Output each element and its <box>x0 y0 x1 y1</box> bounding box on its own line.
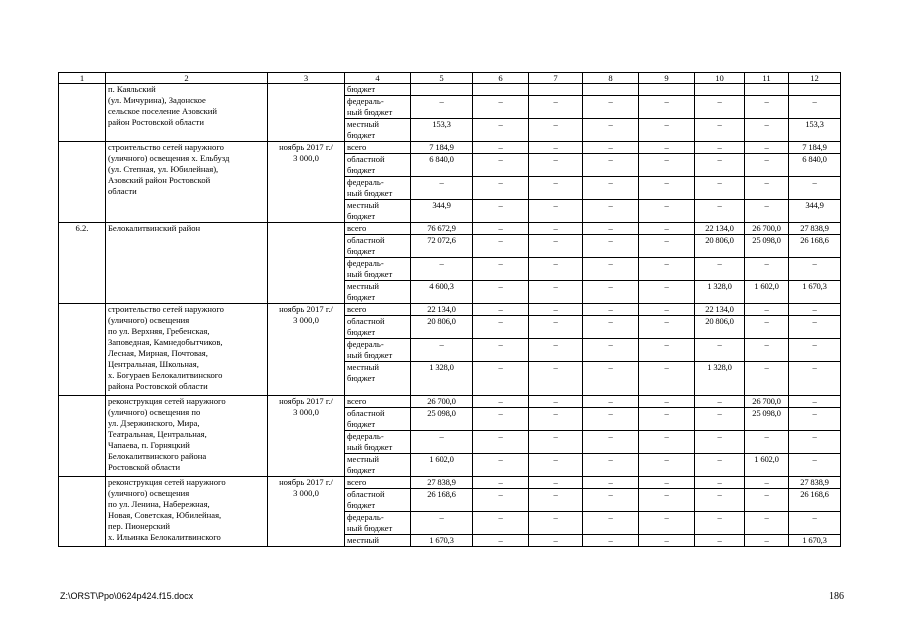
document-page <box>58 72 841 547</box>
amount-cell: – <box>639 96 695 119</box>
amount-cell: – <box>529 258 583 281</box>
amount-cell: 153,3 <box>411 119 473 142</box>
amount-cell: – <box>473 454 529 477</box>
amount-cell: – <box>583 142 639 154</box>
amount-cell: – <box>789 362 841 396</box>
amount-cell: – <box>529 396 583 408</box>
table-row <box>59 304 841 316</box>
header-row <box>59 73 841 84</box>
amount-cell: – <box>473 339 529 362</box>
amount-cell: – <box>789 339 841 362</box>
completion-term <box>268 223 345 304</box>
funding-source: областной бюджет <box>345 154 411 177</box>
completion-term <box>268 84 345 142</box>
amount-cell: 7 184,9 <box>789 142 841 154</box>
amount-cell: – <box>745 362 789 396</box>
funding-source: федераль- ный бюджет <box>345 339 411 362</box>
amount-cell: – <box>789 316 841 339</box>
amount-cell: – <box>529 408 583 431</box>
amount-cell: – <box>583 489 639 512</box>
amount-cell: – <box>745 96 789 119</box>
amount-cell: – <box>745 477 789 489</box>
amount-cell: – <box>789 454 841 477</box>
amount-cell: – <box>639 177 695 200</box>
amount-cell: – <box>473 258 529 281</box>
amount-cell: – <box>639 431 695 454</box>
amount-cell: – <box>695 535 745 547</box>
funding-source: местный бюджет <box>345 454 411 477</box>
amount-cell: – <box>695 96 745 119</box>
amount-cell: – <box>473 512 529 535</box>
amount-cell: – <box>529 454 583 477</box>
amount-cell: – <box>583 119 639 142</box>
column-header: 1 <box>59 73 106 84</box>
amount-cell: – <box>639 119 695 142</box>
amount-cell: 153,3 <box>789 119 841 142</box>
amount-cell: – <box>529 142 583 154</box>
amount-cell: – <box>583 235 639 258</box>
funding-source: бюджет <box>345 84 411 96</box>
amount-cell: – <box>745 535 789 547</box>
completion-term: ноябрь 2017 г./ 3 000,0 <box>268 396 345 477</box>
completion-term: ноябрь 2017 г./ 3 000,0 <box>268 142 345 223</box>
amount-cell: – <box>473 431 529 454</box>
amount-cell <box>583 84 639 96</box>
amount-cell: – <box>473 177 529 200</box>
amount-cell: – <box>529 362 583 396</box>
amount-cell: 76 672,9 <box>411 223 473 235</box>
amount-cell: 22 134,0 <box>695 304 745 316</box>
amount-cell: – <box>639 200 695 223</box>
object-description: п. Каяльский (ул. Мичурина), Задонское сельское поселение Азовский район Ростовской области <box>106 84 268 142</box>
amount-cell: 22 134,0 <box>695 223 745 235</box>
amount-cell: – <box>529 223 583 235</box>
funding-source: всего <box>345 477 411 489</box>
amount-cell: – <box>695 489 745 512</box>
amount-cell: – <box>639 408 695 431</box>
amount-cell: 27 838,9 <box>411 477 473 489</box>
amount-cell: – <box>529 477 583 489</box>
amount-cell: – <box>583 396 639 408</box>
completion-term: ноябрь 2017 г./ 3 000,0 <box>268 477 345 547</box>
column-header: 8 <box>583 73 639 84</box>
amount-cell: 1 328,0 <box>411 362 473 396</box>
amount-cell: – <box>639 235 695 258</box>
funding-source: всего <box>345 142 411 154</box>
amount-cell: – <box>745 316 789 339</box>
amount-cell: – <box>473 408 529 431</box>
object-description: строительство сетей наружного (уличного) освещения х. Ельбузд (ул. Степная, ул. Юбилейная), Азовский район Ростовской области <box>106 142 268 223</box>
amount-cell: – <box>745 200 789 223</box>
funding-source: федераль- ный бюджет <box>345 177 411 200</box>
amount-cell: – <box>789 408 841 431</box>
amount-cell: – <box>639 304 695 316</box>
amount-cell: – <box>473 119 529 142</box>
row-index <box>59 142 106 223</box>
amount-cell: – <box>789 258 841 281</box>
amount-cell: – <box>789 431 841 454</box>
funding-source: областной бюджет <box>345 235 411 258</box>
amount-cell <box>639 84 695 96</box>
amount-cell: 1 602,0 <box>745 454 789 477</box>
amount-cell: – <box>583 258 639 281</box>
row-index <box>59 84 106 142</box>
amount-cell <box>473 84 529 96</box>
amount-cell: – <box>695 512 745 535</box>
amount-cell: – <box>473 223 529 235</box>
amount-cell: – <box>529 119 583 142</box>
amount-cell: – <box>583 304 639 316</box>
object-description: Белокалитвинский район <box>106 223 268 304</box>
amount-cell: 344,9 <box>789 200 841 223</box>
amount-cell: 26 700,0 <box>745 223 789 235</box>
amount-cell: – <box>411 258 473 281</box>
funding-source: всего <box>345 396 411 408</box>
funding-source: местный бюджет <box>345 362 411 396</box>
funding-source: федераль- ный бюджет <box>345 258 411 281</box>
amount-cell: – <box>473 142 529 154</box>
amount-cell: – <box>639 339 695 362</box>
amount-cell: – <box>473 477 529 489</box>
table-row <box>59 477 841 489</box>
amount-cell: – <box>473 535 529 547</box>
funding-source: всего <box>345 304 411 316</box>
amount-cell: – <box>529 489 583 512</box>
amount-cell: – <box>639 316 695 339</box>
amount-cell: – <box>695 408 745 431</box>
column-header: 6 <box>473 73 529 84</box>
amount-cell: – <box>639 142 695 154</box>
amount-cell: – <box>695 396 745 408</box>
amount-cell: – <box>639 223 695 235</box>
column-header: 12 <box>789 73 841 84</box>
amount-cell: 1 328,0 <box>695 362 745 396</box>
funding-source: всего <box>345 223 411 235</box>
amount-cell: – <box>745 512 789 535</box>
amount-cell: – <box>639 154 695 177</box>
amount-cell: 1 670,3 <box>789 535 841 547</box>
amount-cell <box>411 84 473 96</box>
row-index <box>59 396 106 477</box>
funding-source: федераль- ный бюджет <box>345 96 411 119</box>
amount-cell: – <box>473 316 529 339</box>
amount-cell: – <box>695 154 745 177</box>
amount-cell: 25 098,0 <box>745 408 789 431</box>
amount-cell: – <box>529 431 583 454</box>
amount-cell: – <box>529 304 583 316</box>
amount-cell: – <box>529 512 583 535</box>
amount-cell: 1 328,0 <box>695 281 745 304</box>
amount-cell: – <box>745 431 789 454</box>
amount-cell: – <box>745 119 789 142</box>
funding-source: местный бюджет <box>345 200 411 223</box>
amount-cell: – <box>583 512 639 535</box>
amount-cell: – <box>583 200 639 223</box>
amount-cell: – <box>695 142 745 154</box>
amount-cell: – <box>411 431 473 454</box>
amount-cell: – <box>789 177 841 200</box>
column-header: 9 <box>639 73 695 84</box>
amount-cell: – <box>529 154 583 177</box>
amount-cell: 1 670,3 <box>411 535 473 547</box>
amount-cell: 72 072,6 <box>411 235 473 258</box>
amount-cell <box>745 84 789 96</box>
table-row <box>59 223 841 235</box>
amount-cell: – <box>473 281 529 304</box>
amount-cell: – <box>789 396 841 408</box>
amount-cell: – <box>639 396 695 408</box>
amount-cell: 6 840,0 <box>411 154 473 177</box>
amount-cell: – <box>695 177 745 200</box>
amount-cell: – <box>529 96 583 119</box>
column-header: 4 <box>345 73 411 84</box>
column-header: 7 <box>529 73 583 84</box>
amount-cell: – <box>529 281 583 304</box>
amount-cell: – <box>695 431 745 454</box>
amount-cell: – <box>473 235 529 258</box>
amount-cell: – <box>639 362 695 396</box>
table-row <box>59 142 841 154</box>
amount-cell: – <box>639 258 695 281</box>
budget-table <box>58 72 841 547</box>
amount-cell: – <box>411 512 473 535</box>
table-row <box>59 84 841 96</box>
amount-cell: – <box>583 223 639 235</box>
row-index: 6.2. <box>59 223 106 304</box>
amount-cell: 1 602,0 <box>411 454 473 477</box>
amount-cell: – <box>473 304 529 316</box>
amount-cell: 1 670,3 <box>789 281 841 304</box>
amount-cell: – <box>473 396 529 408</box>
amount-cell: – <box>411 96 473 119</box>
amount-cell: – <box>583 339 639 362</box>
amount-cell: – <box>529 339 583 362</box>
amount-cell: 25 098,0 <box>745 235 789 258</box>
amount-cell: – <box>583 362 639 396</box>
amount-cell: – <box>789 304 841 316</box>
amount-cell: – <box>745 258 789 281</box>
amount-cell: – <box>473 96 529 119</box>
amount-cell: 26 168,6 <box>789 235 841 258</box>
amount-cell: 6 840,0 <box>789 154 841 177</box>
amount-cell: 26 700,0 <box>745 396 789 408</box>
funding-source: федераль- ный бюджет <box>345 431 411 454</box>
amount-cell: – <box>789 96 841 119</box>
amount-cell <box>789 84 841 96</box>
funding-source: областной бюджет <box>345 489 411 512</box>
amount-cell: 4 600,3 <box>411 281 473 304</box>
amount-cell: – <box>529 200 583 223</box>
amount-cell: 20 806,0 <box>411 316 473 339</box>
object-description: строительство сетей наружного (уличного) освещения по ул. Верхняя, Гребенская, Заповедная, Камнедобытчиков, Лесная, Мирная, Почтовая, Центральная, Школьная, х. Богураев Белокалитвинского района Ростовской области <box>106 304 268 396</box>
amount-cell: – <box>583 477 639 489</box>
funding-source: областной бюджет <box>345 316 411 339</box>
amount-cell: – <box>639 281 695 304</box>
amount-cell: 22 134,0 <box>411 304 473 316</box>
amount-cell: – <box>789 512 841 535</box>
amount-cell: – <box>583 96 639 119</box>
amount-cell: – <box>745 154 789 177</box>
row-index <box>59 477 106 547</box>
amount-cell: – <box>745 177 789 200</box>
amount-cell: – <box>695 454 745 477</box>
amount-cell <box>529 84 583 96</box>
amount-cell: 27 838,9 <box>789 223 841 235</box>
amount-cell: 25 098,0 <box>411 408 473 431</box>
column-header: 3 <box>268 73 345 84</box>
amount-cell: 344,9 <box>411 200 473 223</box>
funding-source: областной бюджет <box>345 408 411 431</box>
column-header: 11 <box>745 73 789 84</box>
amount-cell: – <box>745 339 789 362</box>
amount-cell: – <box>583 316 639 339</box>
amount-cell: – <box>695 258 745 281</box>
funding-source: местный бюджет <box>345 119 411 142</box>
funding-source: местный <box>345 535 411 547</box>
amount-cell: 26 168,6 <box>411 489 473 512</box>
row-index <box>59 304 106 396</box>
amount-cell: – <box>639 454 695 477</box>
amount-cell: 26 168,6 <box>789 489 841 512</box>
amount-cell: – <box>473 154 529 177</box>
amount-cell: – <box>639 477 695 489</box>
amount-cell: – <box>583 281 639 304</box>
table-row <box>59 396 841 408</box>
amount-cell: – <box>639 535 695 547</box>
amount-cell: – <box>639 512 695 535</box>
amount-cell <box>695 84 745 96</box>
amount-cell: – <box>529 235 583 258</box>
amount-cell: – <box>473 489 529 512</box>
amount-cell: – <box>583 408 639 431</box>
amount-cell: – <box>695 339 745 362</box>
amount-cell: – <box>411 339 473 362</box>
amount-cell: 27 838,9 <box>789 477 841 489</box>
amount-cell: – <box>745 304 789 316</box>
amount-cell: – <box>695 119 745 142</box>
amount-cell: – <box>583 454 639 477</box>
object-description: реконструкция сетей наружного (уличного) освещения по ул. Ленина, Набережная, Новая, Советская, Юбилейная, пер. Пионерский х. Ильинка Белокалитвинского <box>106 477 268 547</box>
page-number: 186 <box>829 591 844 602</box>
amount-cell: – <box>583 154 639 177</box>
amount-cell: – <box>583 431 639 454</box>
amount-cell: – <box>583 535 639 547</box>
funding-source: местный бюджет <box>345 281 411 304</box>
amount-cell: – <box>583 177 639 200</box>
amount-cell: – <box>529 177 583 200</box>
completion-term: ноябрь 2017 г./ 3 000,0 <box>268 304 345 396</box>
amount-cell: 7 184,9 <box>411 142 473 154</box>
amount-cell: – <box>695 477 745 489</box>
amount-cell: 20 806,0 <box>695 316 745 339</box>
amount-cell: – <box>473 200 529 223</box>
amount-cell: – <box>695 200 745 223</box>
amount-cell: – <box>473 362 529 396</box>
file-path: Z:\ORST\Ppo\0624p424.f15.docx <box>60 591 194 601</box>
object-description: реконструкция сетей наружного (уличного) освещения по ул. Дзержинского, Мира, Театральная, Центральная, Чапаева, п. Горняцкий Белокалитвинского района Ростовской области <box>106 396 268 477</box>
column-header: 10 <box>695 73 745 84</box>
amount-cell: 20 806,0 <box>695 235 745 258</box>
amount-cell: – <box>411 177 473 200</box>
column-header: 5 <box>411 73 473 84</box>
amount-cell: – <box>529 535 583 547</box>
amount-cell: – <box>745 142 789 154</box>
amount-cell: 1 602,0 <box>745 281 789 304</box>
amount-cell: 26 700,0 <box>411 396 473 408</box>
amount-cell: – <box>529 316 583 339</box>
amount-cell: – <box>745 489 789 512</box>
column-header: 2 <box>106 73 268 84</box>
funding-source: федераль- ный бюджет <box>345 512 411 535</box>
amount-cell: – <box>639 489 695 512</box>
